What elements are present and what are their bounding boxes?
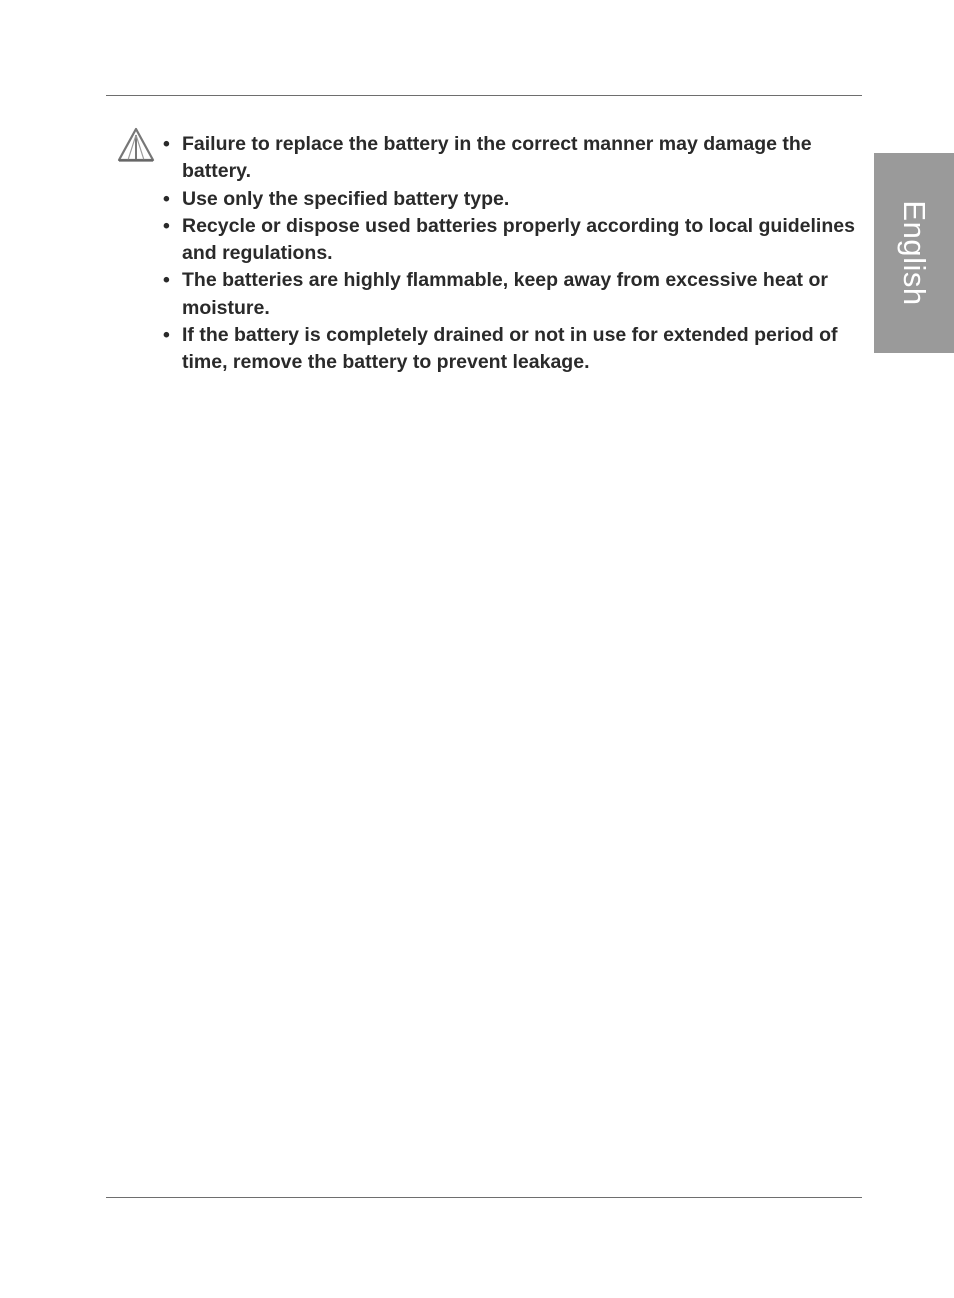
header-rule xyxy=(106,95,862,96)
warning-triangle-icon xyxy=(117,127,155,163)
language-tab xyxy=(874,153,954,353)
warning-item: • The batteries are highly flammable, keep away from excessive heat or moisture. xyxy=(163,267,863,322)
language-tab-label: English xyxy=(897,200,932,306)
warning-item: • Recycle or dispose used batteries properly according to local guidelines and regulations. xyxy=(163,213,863,268)
warning-item: • Use only the specified battery type. xyxy=(163,186,863,213)
footer-rule xyxy=(106,1197,862,1198)
warning-item: • If the battery is completely drained or not in use for extended period of time, remove the battery to prevent leakage. xyxy=(163,322,863,377)
battery-warning-list xyxy=(163,131,863,377)
warning-item: • Failure to replace the battery in the correct manner may damage the battery. xyxy=(163,131,863,186)
